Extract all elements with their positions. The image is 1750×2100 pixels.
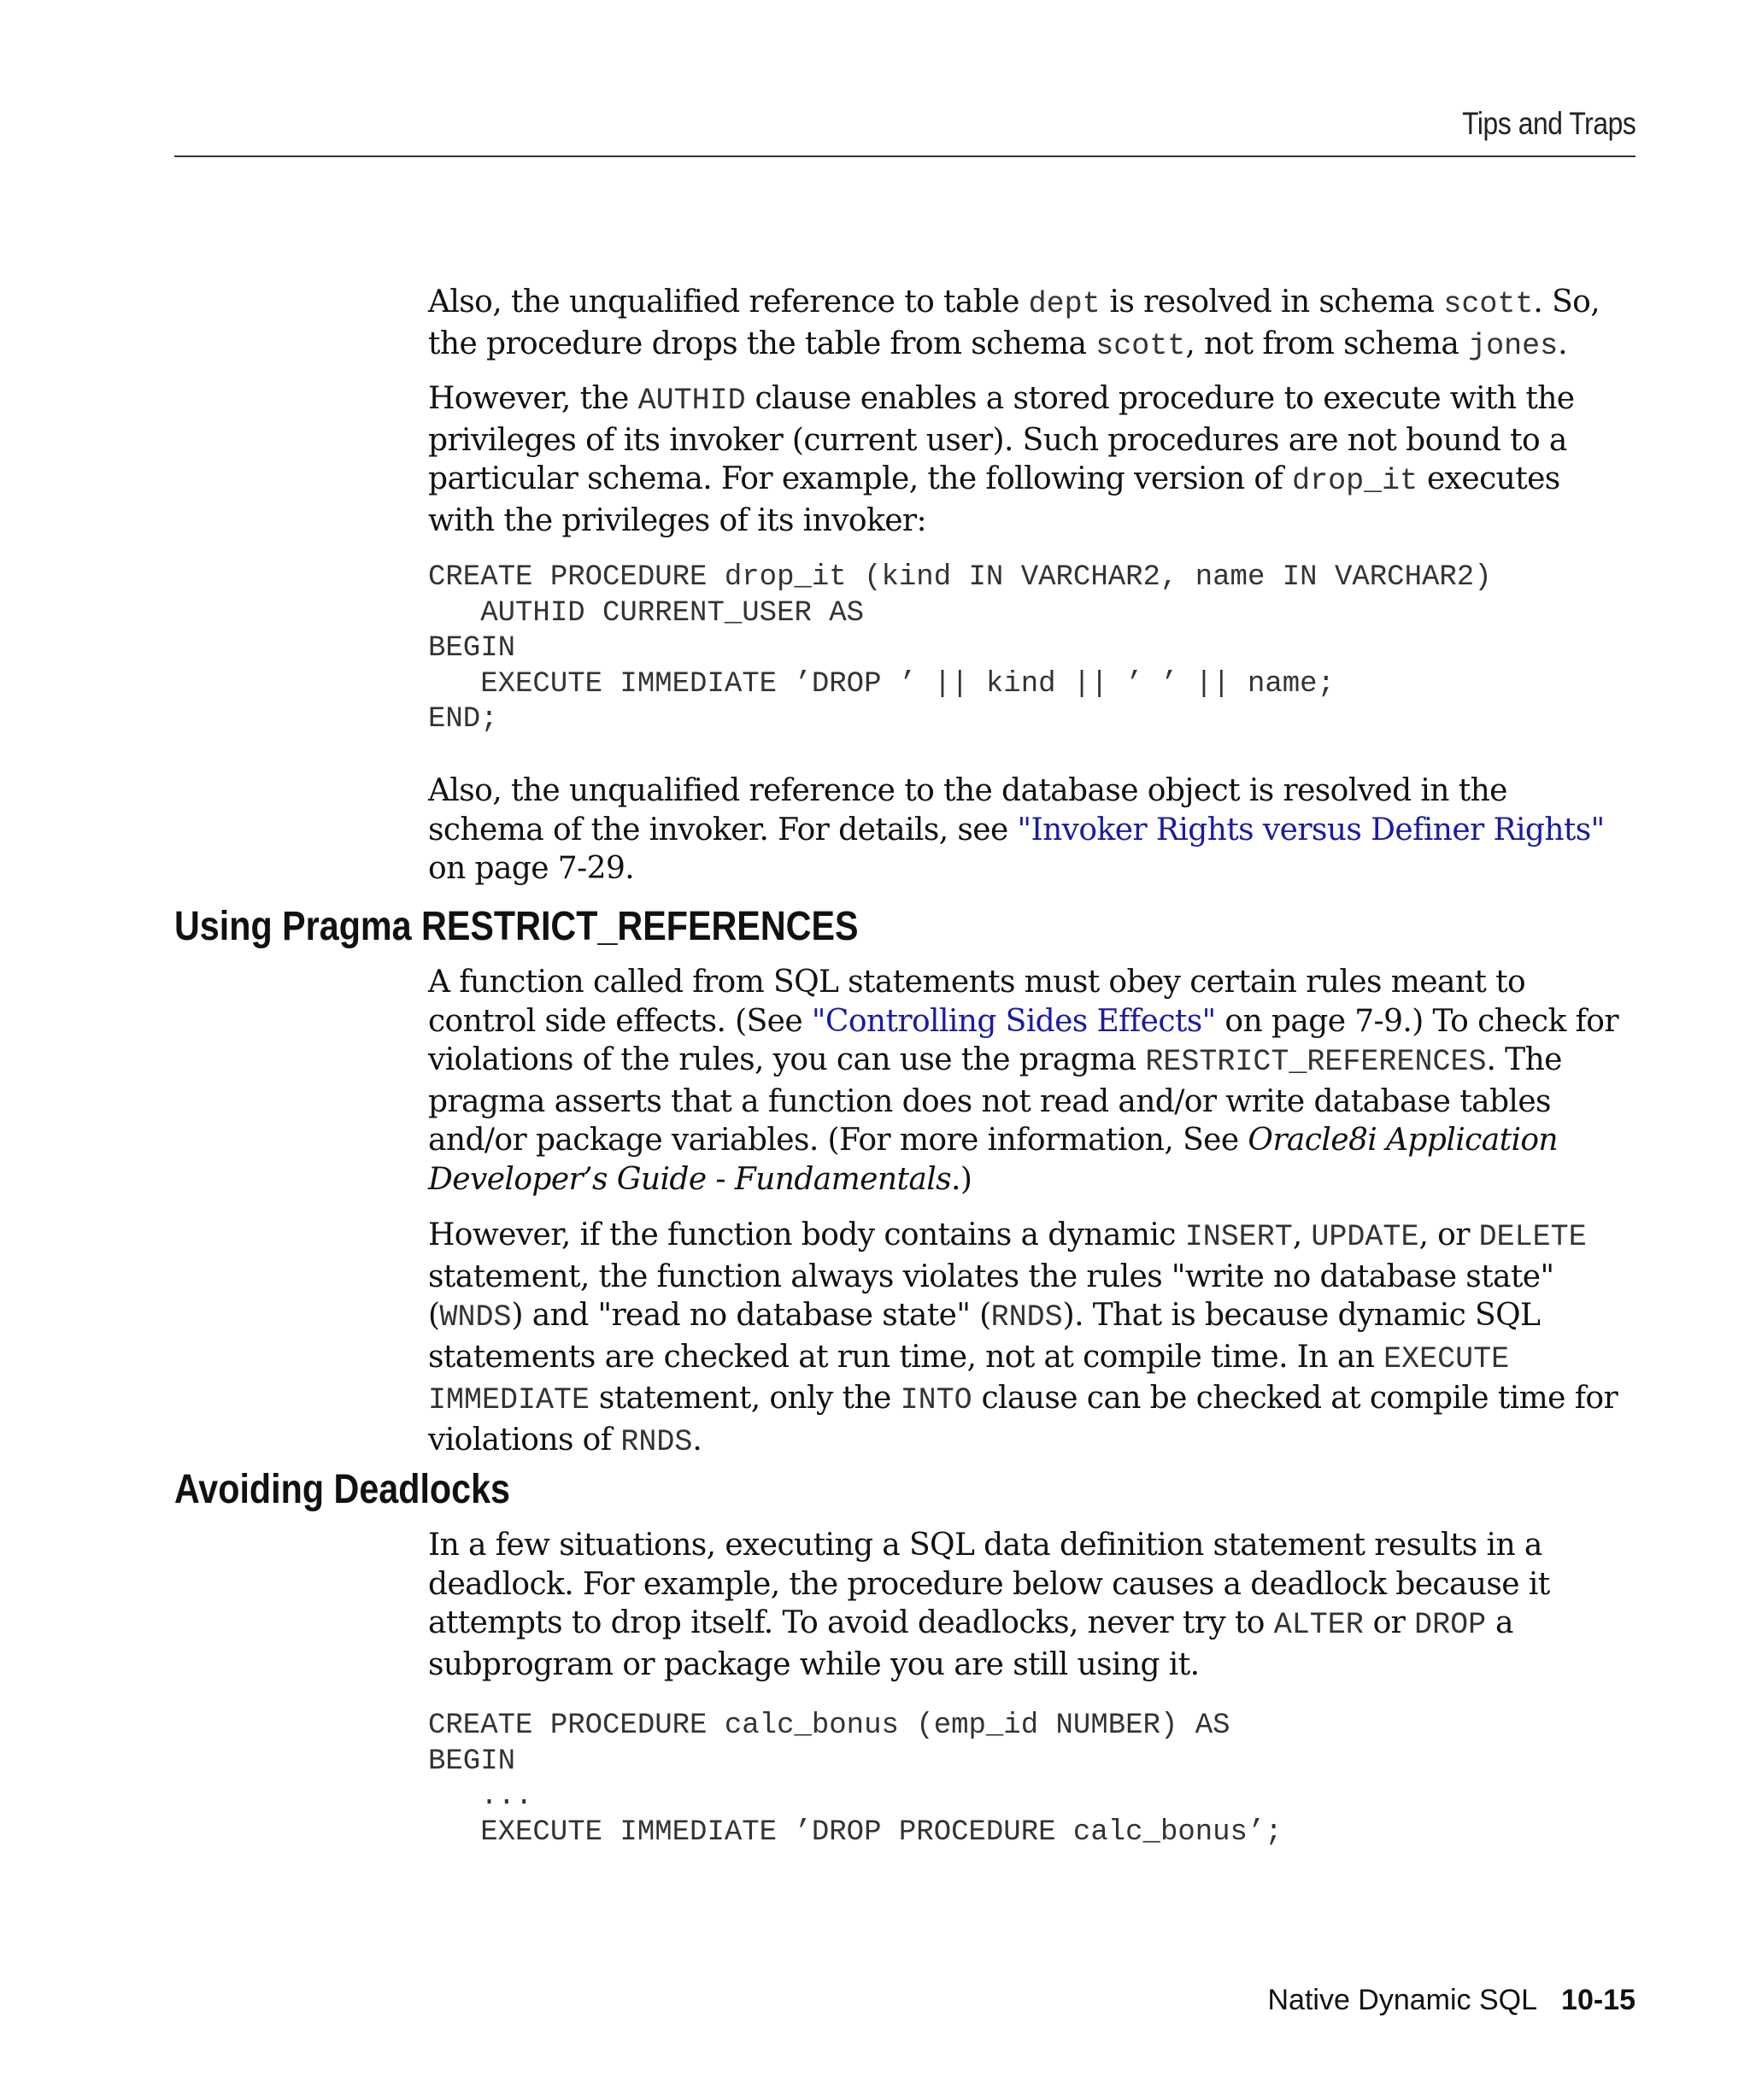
code-term: WNDS: [439, 1300, 512, 1334]
invoker-rights-link[interactable]: "Invoker Rights versus Definer Rights": [1017, 812, 1605, 848]
code-term: EXECUTE IMMEDIATE: [428, 1341, 1510, 1417]
section-heading-pragma: Using Pragma RESTRICT_REFERENCES: [174, 904, 859, 949]
text: However, the: [428, 381, 638, 416]
text: on page 7-9.) To check for violations of the rules, you can use the pragma: [428, 1003, 1618, 1077]
text: statement, the function always violates the rules "write no database state" (: [428, 1258, 1554, 1333]
code-term: RNDS: [990, 1300, 1063, 1334]
code-term: ALTER: [1273, 1608, 1364, 1642]
book-title-reference: Oracle8i Application Developer’s Guide - Fundamentals: [428, 1123, 1559, 1197]
code-term: jones: [1468, 328, 1559, 363]
text: or: [1363, 1605, 1415, 1640]
text: statement, only the: [590, 1381, 901, 1416]
code-term: drop_it: [1292, 464, 1418, 498]
text: ,: [1292, 1217, 1312, 1252]
intro-paragraph-1: [428, 283, 1624, 366]
code-term: INSERT: [1184, 1220, 1293, 1254]
text: ). That is because dynamic SQL statements are checked at run time, not at compile time. In an: [428, 1298, 1541, 1375]
code-term: INTO: [900, 1383, 972, 1417]
text: .: [692, 1422, 702, 1458]
code-term: AUTHID: [637, 384, 746, 418]
text: Also, the unqualified reference to the database object is resolved in the schema of the invoker. For details, see: [428, 773, 1507, 848]
intro-paragraph-2: [428, 379, 1624, 540]
text: on page 7-29.: [428, 851, 635, 886]
code-term: DROP: [1414, 1608, 1487, 1642]
code-term: scott: [1095, 328, 1186, 363]
section-heading-deadlocks: Avoiding Deadlocks: [174, 1467, 511, 1512]
text: However, if the function body contains a dynamic: [428, 1217, 1185, 1252]
text: clause can be checked at compile time for violations of: [428, 1381, 1618, 1458]
code-term: UPDATE: [1311, 1220, 1419, 1254]
text: is resolved in schema: [1100, 284, 1444, 320]
text: . So, the procedure drops the table from schema: [428, 284, 1600, 361]
text: . The pragma asserts that a function does not read and/or write database tables and/or package variables. (For more information, See: [428, 1042, 1562, 1158]
text: ) and "read no database state" (: [511, 1298, 991, 1333]
code-term: RNDS: [620, 1424, 693, 1459]
text: A function called from SQL statements must obey certain rules meant to control side effects. (See: [428, 965, 1526, 1039]
text: , not from schema: [1185, 326, 1469, 361]
text: executes with the privileges of its invoker:: [428, 461, 1560, 538]
text: .): [950, 1161, 972, 1197]
pragma-paragraph-2: [428, 1216, 1624, 1462]
intro-paragraph-3: [428, 771, 1624, 889]
text: .: [1558, 326, 1568, 361]
code-term: RESTRICT_REFERENCES: [1145, 1045, 1487, 1079]
text: , or: [1418, 1217, 1479, 1252]
code-block-calc-bonus: CREATE PROCEDURE calc_bonus (emp_id NUMBER) AS BEGIN ... EXECUTE IMMEDIATE ’DROP PROCEDURE calc_bonus’;: [428, 1710, 1283, 1849]
page-number: 10-15: [1561, 1984, 1635, 2016]
text: a subprogram or package while you are still using it.: [428, 1605, 1513, 1682]
text: In a few situations, executing a SQL data definition statement results in a deadlock. For example, the procedure below causes a deadlock because it attempts to drop itself. To avoid deadlocks, never try to: [428, 1528, 1550, 1640]
footer-book-title: Native Dynamic SQL: [1267, 1984, 1538, 2016]
code-term: DELETE: [1478, 1220, 1587, 1254]
text: Also, the unqualified reference to table: [428, 284, 1029, 320]
code-term: scott: [1443, 287, 1534, 321]
controlling-side-effects-link[interactable]: "Controlling Sides Effects": [811, 1003, 1216, 1039]
code-block-drop-it: CREATE PROCEDURE drop_it (kind IN VARCHAR2, name IN VARCHAR2) AUTHID CURRENT_USER AS BEGIN EXECUTE IMMEDIATE ’DROP ’ || kind || ’ ’ || name; END;: [428, 561, 1492, 736]
page-footer: [1267, 1984, 1635, 2017]
pragma-paragraph-1: [428, 963, 1624, 1199]
deadlocks-paragraph-1: [428, 1526, 1624, 1684]
running-head-title: Tips and Traps: [1461, 106, 1635, 141]
code-term: dept: [1028, 287, 1101, 321]
header-rule: [174, 155, 1635, 157]
text: clause enables a stored procedure to execute with the privileges of its invoker (current user). Such procedures are not bound to a particular schema. For example, the following version of: [428, 381, 1575, 496]
